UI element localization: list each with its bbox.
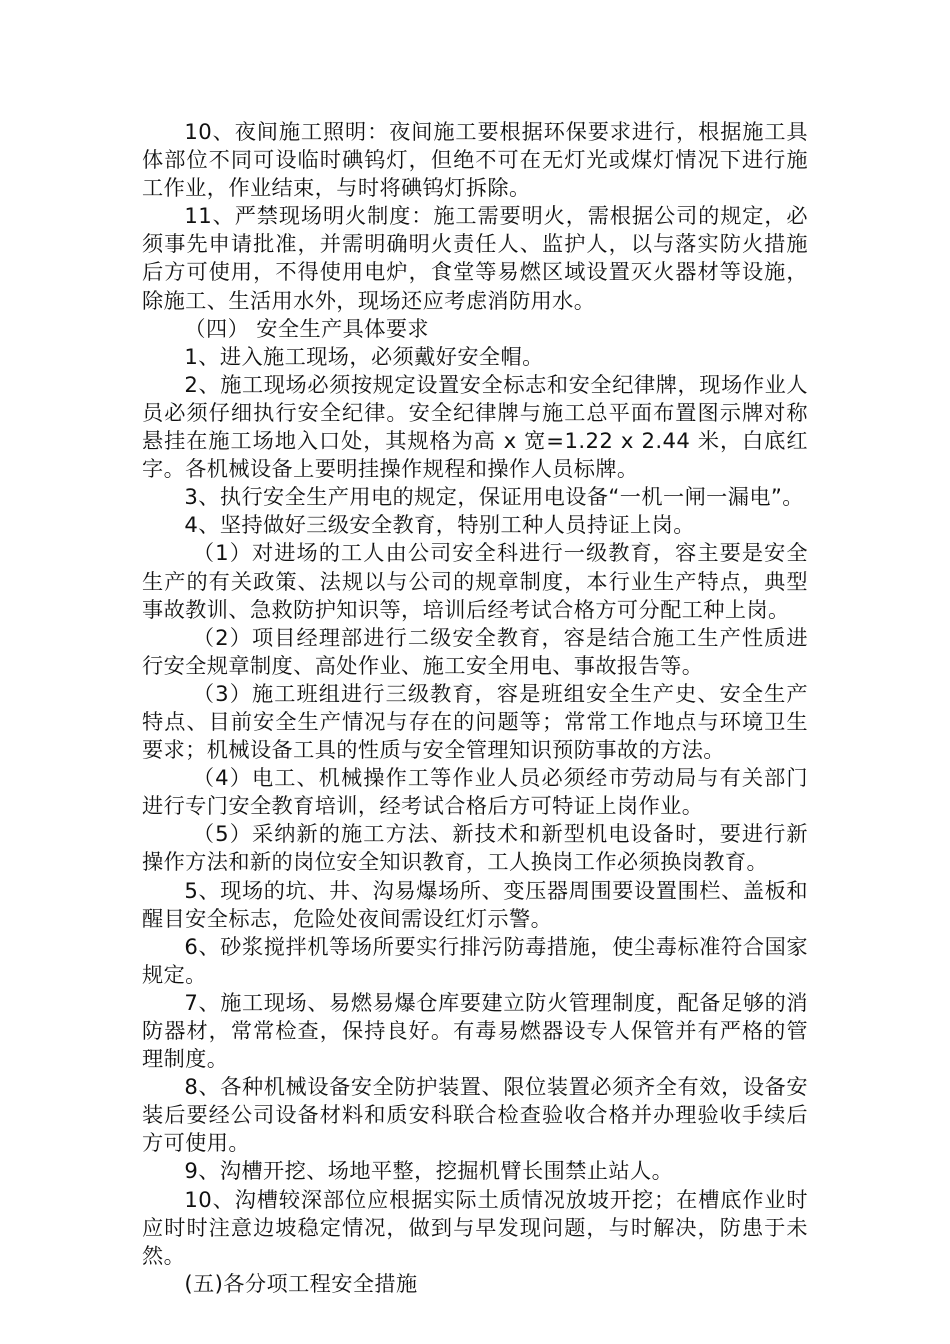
paragraph-education-level-3: （3）施工班组进行三级教育，容是班组安全生产史、安全生产特点、目前安全生产情况与存在的问题等；常常工作地点与环境卫生要求；机械设备工具的性质与安全管理知识预防事故的方法。: [142, 680, 808, 763]
paragraph-pits-fencing: 5、现场的坑、井、沟易爆场所、变压器周围要设置围栏、盖板和醒目安全标志，危险处夜间需设红灯示警。: [142, 877, 808, 931]
paragraph-three-level-education: 4、坚持做好三级安全教育，特别工种人员持证上岗。: [184, 512, 695, 538]
paragraph-special-workers: （4）电工、机械操作工等作业人员必须经市劳动局与有关部门进行专门安全教育培训，经考试合格后方可特证上岗作业。: [142, 765, 808, 819]
paragraph-mortar-mixer: 6、砂浆搅拌机等场所要实行排污防毒措施，使尘毒标准符合国家规定。: [142, 933, 808, 987]
paragraph-education-level-1: （1）对进场的工人由公司安全科进行一级教育，容主要是安全生产的有关政策、法规以与公司的规章制度，本行业生产特点，典型事故教训、急救防护知识等，培训后经考试合格方可分配工种上岗。: [142, 540, 808, 622]
paragraph-helmet: 1、进入施工现场，必须戴好安全帽。: [184, 343, 544, 369]
paragraph-fire-management: 7、施工现场、易燃易爆仓库要建立防火管理制度，配备足够的消防器材，常常检查，保持良好。有毒易燃器设专人保管并有严格的管理制度。: [142, 989, 808, 1072]
paragraph-education-level-2: （2）项目经理部进行二级安全教育，容是结合施工生产性质进行安全规章制度、高处作业、施工安全用电、事故报告等。: [142, 624, 808, 678]
section-heading-subproject-measures: (五)各分项工程安全措施: [184, 1270, 418, 1296]
paragraph-trench-excavation: 9、沟槽开挖、场地平整，挖掘机臂长围禁止站人。: [184, 1158, 674, 1184]
paragraph-machine-protection: 8、各种机械设备安全防护装置、限位装置必须齐全有效，设备安装后要经公司设备材料和质安科联合检查验收合格并办理验收手续后方可使用。: [142, 1074, 808, 1156]
paragraph-night-lighting: 10、夜间施工照明：夜间施工要根据环保要求进行，根据施工具体部位不同可设临时碘钨灯，但绝不可在无灯光或煤灯情况下进行施工作业，作业结束，与时将碘钨灯拆除。: [142, 119, 808, 201]
paragraph-electricity: 3、执行安全生产用电的规定，保证用电设备“一机一闸一漏电”。: [184, 484, 804, 510]
document-body: [142, 118, 808, 1298]
paragraph-new-methods: （5）采纳新的施工方法、新技术和新型机电设备时，要进行新操作方法和新的岗位安全知识教育，工人换岗工作必须换岗教育。: [142, 821, 808, 875]
paragraph-deep-trench: 10、沟槽较深部位应根据实际土质情况放坡开挖；在槽底作业时应时时注意边坡稳定情况，做到与早发现问题，与时解决，防患于未然。: [142, 1186, 808, 1268]
section-heading-safety-requirements: （四） 安全生产具体要求: [184, 315, 429, 341]
paragraph-safety-signs: 2、施工现场必须按规定设置安全标志和安全纪律牌，现场作业人员必须仔细执行安全纪律。安全纪律牌与施工总平面布置图示牌对称悬挂在施工场地入口处，其规格为高 x 宽=1.22 x 2.44 米，白底红字。各机械设备上要明挂操作规程和操作人员标牌。: [142, 371, 808, 482]
paragraph-open-fire-ban: 11、严禁现场明火制度：施工需要明火，需根据公司的规定，必须事先申请批准，并需明确明火责任人、监护人，以与落实防火措施后方可使用，不得使用电炉，食堂等易燃区域设置灭火器材等设施，除施工、生活用水外，现场还应考虑消防用水。: [142, 203, 808, 313]
